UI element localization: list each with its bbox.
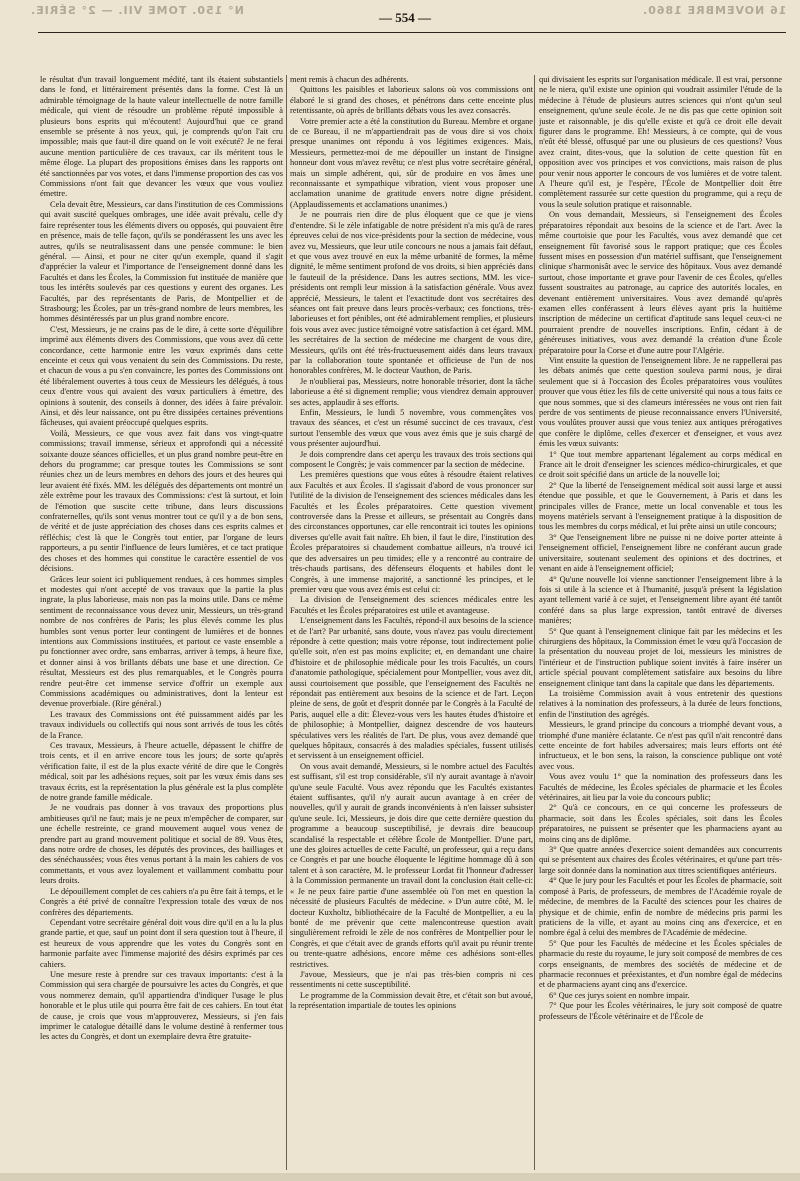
paragraph: Enfin, Messieurs, le lundi 5 novembre, vous commençâtes vos travaux des séances, et c'est un résumé succinct de ces travaux, c'est surtout l'ensemble des vœux que vous avez émis que je suis chargé de vous présenter aujourd'hui. [290, 408, 533, 449]
paragraph: Les travaux des Commissions ont été puissamment aidés par les travaux individuels ou collectifs qui nous sont arrivés de tous les côtés de la France. [40, 709, 283, 740]
paragraph: Ces travaux, Messieurs, à l'heure actuelle, dépassent le chiffre de trois cents, et il en arrive encore tous les jours; de sorte qu'après vérification faite, il est de la plus exacte vérité de dire que le Congrès médical, soit par les adhésions reçues, soit par les vœux émis dans ses travaux écrits, est la représentation la plus générale est la plus complète de notre grande famille médicale. [40, 741, 283, 803]
paragraph: Quittons les paisibles et laborieux salons où vos commissions ont élaboré le si grand des choses, et pénétrons dans cette enceinte plus retentissante, où après de brillants débats vous les avez consacrés. [290, 85, 533, 116]
paragraph: 3° Que l'enseignement libre ne puisse ni ne doive porter atteinte à l'enseignement officiel, l'enseignement libre ne conférant aucun grade universitaire, soutenant seulement des opinions et des doctrines, et venant en aide à l'enseignement officiel; [539, 532, 782, 574]
column-divider [286, 75, 287, 1170]
paragraph: 4° Que le jury pour les Facultés et pour les Écoles de pharmacie, soit composé à Paris, de professeurs, de membres de l'Académie royale de médecine, de membres de la Faculté des sciences pour les chaires de physique et de chimie, enfin de nombre de médecins pris parmi les praticiens de la ville, et ayant au moins cinq ans d'exercice, et en nombre égal à celui des membres de l'Académie de médecine. [539, 876, 782, 938]
paragraph: Le dépouillement complet de ces cahiers n'a pu être fait à temps, et le Congrès a été privé de connaître l'expression totale des vœux de nos confrères des départements. [40, 886, 283, 917]
paragraph: Je ne pourrais rien dire de plus éloquent que ce que je viens d'entendre. Si le zèle infatigable de notre président n'a mis qu'à de rares épreuves celui de nos vice-présidents pour la section de médecine, vous avez vu, Messieurs, que leur utile concours ne nous a jamais fait défaut, et que vous avez trouvé en eux la même urbanité de formes, la même dignité, le même sentiment profond de vos droits, si bien appréciés dans le fauteuil de la présidence. Dans les autres sections, MM. les vice-présidents ont rempli leur mission à la satisfaction générale. Vous avez apprécié, Messieurs, le talent et l'exactitude dont vos secrétaires des séances ont fait preuve dans leurs procès-verbaux; ces fonctions, très-laborieuses et fort pénibles, ont été admirablement remplies, et plusieurs fois vous avez avec justice témoigné votre satisfaction à cet égard. MM. les secrétaires de la section de médecine me chargent de vous dire, Messieurs, qu'ils ont été très-fructueusement aidés dans leurs travaux par la collaboration toute spontanée et officieuse de l'un de nos honorables confrères, M. le docteur Vauthon, de Paris. [290, 210, 533, 376]
text-column-right [539, 75, 782, 1173]
paragraph: Cela devait être, Messieurs, car dans l'institution de ces Commissions qui avait suscité quelques ombrages, une idée avait prévalu, celle d'y faire représenter tous les éléments divers ou opposés, qui pouvaient être en présence, mais de telle façon, qu'ils se pondérassent les uns avec les autres, qu'ils se neutralisassent dans une pensée commune: le bien général. — Ainsi, et pour ne citer qu'un exemple, quand il s'agit d'apprécier la valeur et l'importance de l'enseignement donné dans les Facultés et dans les Écoles, la Commission fut instituée de manière que tous les intérêts soulevés par ces questions y eurent des organes. Les Facultés, par des représentants de Paris, de Montpellier et de Strasbourg; les Écoles, par un très-grand nombre de leurs membres, les hommes désintéressés par un plus grand nombre encore. [40, 199, 283, 324]
paragraph: Une mesure reste à prendre sur ces travaux importants: c'est à la Commission qui sera chargée de poursuivre les actes du Congrès, et que vous nommerez demain, qu'il appartiendra d'indiquer l'usage le plus honorable et le plus utile qui pourra être fait de ces cahiers. En tout état de cause, je crois que vous m'approuverez, Messieurs, si j'en fais imprimer le catalogue détaillé dans le volume destiné à renfermer tous les actes du Congrès, et dont un exemplaire devra être gratuite- [40, 969, 283, 1042]
paragraph: 7° Que pour les Écoles vétérinaires, le jury soit composé de quatre professeurs de l'École vétérinaire et de l'École de [539, 1001, 782, 1021]
paragraph: Cependant votre secrétaire général doit vous dire qu'il en a lu la plus grande partie, et que, sauf un point dont il sera question tout à l'heure, il est heureux de vous apprendre que les votes du Congrès sont en harmonie parfaite avec l'immense majorité des désirs exprimés par ces cahiers. [40, 917, 283, 969]
paragraph: La division de l'enseignement des sciences médicales entre les Facultés et les Écoles préparatoires est utile et avantageuse. [290, 595, 533, 615]
paragraph: Je n'oublierai pas, Messieurs, notre honorable trésorier, dont la tâche laborieuse a été si dignement remplie; vous viendrez demain approuver ses actes, applaudir à ses efforts. [290, 376, 533, 407]
paragraph: 2° Qu'à ce concours, en ce qui concerne les professeurs de pharmacie, soit dans les Écoles spéciales, soit dans les Écoles préparatoires, ne puissent se présenter que les pharmaciens ayant au moins cinq ans de diplôme. [539, 803, 782, 844]
paragraph: Vint ensuite la question de l'enseignement libre. Je ne rappellerai pas les débats animés que cette question souleva parmi nous, je dirai seulement que si à l'occasion des Écoles préparatoires vous voulûtes prouver que vous étiez les fils de cette université qui nous a tous faits ce que nous sommes, que si des clameurs intéressées ne vous ont rien fait perdre de vos sentiments de pieuse reconnaissance envers l'Université, vous voulûtes prouver aussi que vous teniez aux antiques prérogatives que confère le diplôme, celles d'exercer et d'enseigner, et vous avez émis les vœux suivants: [539, 355, 782, 449]
paragraph: Vous avez voulu 1° que la nomination des professeurs dans les Facultés de médecine, les Écoles spéciales de pharmacie et les Écoles vétérinaires, ait lieu par la voie du concours public; [539, 772, 782, 803]
paragraph: La troisième Commission avait à vous entretenir des questions relatives à la nomination des professeurs, à la durée de leurs fonctions, enfin de l'institution des agrégés. [539, 688, 782, 719]
column-divider [534, 75, 535, 1170]
page-bottom-edge [0, 1173, 800, 1181]
paragraph: 5° Que pour les Facultés de médecine et les Écoles spéciales de pharmacie du reste du royaume, le jury soit composé de membres de ces corps enseignants, de membres des sociétés de médecine et de pharmacie reconnues et préexistantes, et d'un nombre égal de médecins et de pharmaciens ayant cinq ans d'exercice. [539, 938, 782, 990]
header-rule [38, 32, 786, 33]
paragraph: Messieurs, le grand principe du concours a triomphé devant vous, a triomphé d'une manière éclatante. Ce n'est pas qu'il n'ait rencontré dans cette enceinte de fort habiles adversaires; mais leurs efforts ont été infructueux, et le bon sens, la raison, la conscience publique ont voté avec vous. [539, 720, 782, 771]
paragraph: qui divisaient les esprits sur l'organisation médicale. Il est vrai, personne ne le niera, qu'il existe une opinion qui voudrait assimiler l'étude de la médecine à l'étude de plusieurs autres sciences qui n'ont qu'un seul enseignement, qu'une seule école. Je ne dis pas que cette opinion soit juste et raisonnable, je dis qu'elle existe et qu'à ce droit elle devait figurer dans le programme. Eh! Messieurs, à ce compte, qui de vous n'eût été blessé, offusqué par une ou plusieurs de ces questions? Vous avez craint, dites-vous, que la solution de cette question fût en opposition avec vos principes et vos convictions, mais raison de plus pour venir nous apporter le concours de vos lumières et de votre talent. A l'heure qu'il est, je l'espère, l'École de Montpellier doit être complètement rassurée sur cette question du programme, qui a reçu de vous la seule solution pratique et raisonnable. [539, 75, 782, 209]
text-column-left [40, 75, 283, 1173]
paragraph: 2° Que la liberté de l'enseignement médical soit aussi large et aussi étendue que possible, et que le Gouvernement, à Paris et dans les principales villes de France, mette un local convenable et tous les moyens matériels servant à l'enseignement pratique à la disposition de tous les membres du corps médical, et lui prête ainsi un utile concours; [539, 480, 782, 532]
paragraph: Votre premier acte a été la constitution du Bureau. Membre et organe de ce Bureau, il ne m'appartiendrait pas de vous dire si vos choix presque unanimes ont répondu à vos légitimes exigences. Mais, Messieurs, permettez-moi de me dépouiller un instant de l'insigne honneur dont vous m'avez revêtu; ce n'est plus votre secrétaire général, mais un simple adhérent, qui, sûr de produire en vos âmes une reconnaissante et sympathique vibration, vient vous proposer une acclamation unanime de gratitude envers notre digne président. (Applaudissements et acclamations unanimes.) [290, 116, 533, 209]
page-number: — 554 — [379, 10, 431, 25]
paragraph: Je ne voudrais pas donner à vos travaux des proportions plus ambitieuses qu'il ne faut; mais je ne peux m'empêcher de comparer, sur une échelle restreinte, ce grand mouvement auquel vous venez de prendre part au grand mouvement politique et social de 89. Vous êtes, dans notre ordre de choses, les députés des provinces, des bailliages et des sénéchaussées; vous êtes venus portant à la main les cahiers de vos commettants, et vous avez loyalement et vaillamment combattu pour leurs droits. [40, 803, 283, 886]
paragraph: 4° Qu'une nouvelle loi vienne sanctionner l'enseignement libre à la fois si utile à la science et à l'humanité, jusqu'à présent la législation ayant tellement varié à ce sujet, et l'enseignement libre ayant été tantôt conféré dans sa plus large expression, tantôt entravé de diverses manières; [539, 574, 782, 626]
show-through-header-left: N° 150. TOME VII. — 2° SÉRIE. [30, 4, 244, 17]
show-through-header-right: 16 NOVEMBRE 1860. [641, 4, 786, 17]
paragraph: L'enseignement dans les Facultés, répond-il aux besoins de la science et de l'art? Par urbanité, sans doute, vous n'avez pas voulu directement répondre à cette question; mais votre réponse, tout indirectement polie qu'elle soit, n'en est pas moins explicite; et, en demandant une chaire d'histoire et de philosophie médicale pour les trois Facultés, un cours d'anatomie pathologique, spécialement pour Montpellier, vous avez dit, aussi courtoisement que possible, que l'enseignement des Facultés ne répondait pas entièrement aux besoins de la science et de l'art. Leçon pleine de sens, de goût et d'esprit donnée par le Congrès à la Faculté de Paris, auquel elle a dit: Élevez-vous vers les hautes études d'histoire et de philosophie; à Montpellier, daignez descendre de vos hauteurs spéculatives vers les réalités de l'art. De plus, vous avez demandé que quelques hôpitaux, consacrés à des maladies spéciales, fussent utilisés et servissent à un enseignement officiel. [290, 616, 533, 761]
paragraph: Voilà, Messieurs, ce que vous avez fait dans vos vingt-quatre commissions; travail immense, sérieux et approfondi qui a nécessité soixante douze séances officielles, et un plus grand nombre peut-être en dehors du programme; car presque toutes les Commissions se sont réunies chez un de leurs membres en dehors des jours et des heures qui leur avaient été fixés. MM. les délégués des départements ont montré un zèle extrême pour les travaux des Commissions: c'est là surtout, et loin de l'émotion que suscite cette tribune, dans leurs discussions confraternelles, qu'ils sont venus montrer tout ce qu'il y a de bon sens, de vérité et de juste appréciation des choses dans ces esprits calmes et réfléchis; c'est là que le Congrès tout entier, par l'organe de leurs rapporteurs, a pu sentir l'influence de leurs lumières, et ce tact pratique des choses et des hommes qui constitue le caractère essentiel de vos décisions. [40, 428, 283, 574]
paragraph: 1° Que tout membre appartenant légalement au corps médical en France ait le droit d'enseigner les sciences médico-chirurgicales, et que ce droit soit spécifié dans un article de la nouvelle loi; [539, 449, 782, 480]
paragraph: 3° Que quatre années d'exercice soient demandées aux concurrents qui se présentent aux chaires des Écoles vétérinaires, et qu'une part très-large soit donnée dans la nomination aux titres scientifiques antérieurs. [539, 845, 782, 875]
paragraph: Je dois comprendre dans cet aperçu les travaux des trois sections qui composent le Congrès; je vais commencer par la section de médecine. [290, 449, 533, 470]
paragraph: 5° Que quant à l'enseignement clinique fait par les médecins et les chirurgiens des hôpitaux, la Commission émet le vœu qu'à l'occasion de la présentation du nouveau projet de loi, messieurs les ministres de l'intérieur et de l'instruction publique soient invités à faire insérer un article spécial pouvant complètement satisfaire aux besoins du libre enseignement clinique tant dans la capitale que dans les départements. [539, 626, 782, 688]
paragraph: Les premières questions que vous eûtes à résoudre étaient relatives aux Facultés et aux Écoles. Il s'agissait d'abord de vous prononcer sur l'utilité de la division de l'enseignement des sciences médicales dans les Facultés et les Écoles préparatoires. Cette question vivement controversée dans la Presse et ailleurs, se présentait au Congrès dans des circonstances opportunes, car elle rencontrait ici toutes les opinions diverses qu'elle avait fait naître. Eh bien, il faut le dire, l'institution des Écoles préparatoires si chaudement combattue ailleurs, n'a trouvé ici que des adversaires un peu timides; elle y a rencontré au contraire de très-chauds partisans, des défenseurs éloquents et habiles dont le Congrès, à une immense majorité, a sanctionné les principes, et le premier vœu que vous avez émis est celui ci: [290, 470, 533, 594]
paragraph: Le programme de la Commission devait être, et c'était son but avoué, la représentation impartiale de toutes les opinions [290, 990, 533, 1011]
paragraph: 6° Que ces jurys soient en nombre impair. [549, 990, 690, 1000]
paragraph: J'avoue, Messieurs, que je n'ai pas très-bien compris ni ces ressentiments ni cette susceptibilité. [290, 969, 533, 990]
paragraph: C'est, Messieurs, je ne crains pas de le dire, à cette sorte d'équilibre imprimé aux éléments divers des Commissions, que vous avez dû cette concordance, cette harmonie entre les vœux exprimés dans cette enceinte et ceux qui vous venaient du sein des Commissions. Du reste, et chacun de vous a pu s'en convaincre, les portes des Commissions ont été libéralement ouvertes à tous ceux de Messieurs les délégués, à tous ceux d'entre vous qui avaient des vœux particuliers à émettre, des opinions à soutenir, des conseils à donner, des idées à faire prévaloir. Ainsi, et dès leur naissance, ont pu être dissipées certaines préventions fâcheuses, qui avaient préoccupé quelques esprits. [40, 324, 283, 428]
paragraph: le résultat d'un travail longuement médité, tant ils étaient substantiels dans le fond, et littérairement présentés dans la forme. C'est là un admirable témoignage de la haute valeur intellectuelle de notre famille médicale, qui vient de résoudre un problème réputé impossible à plusieurs bons esprits qui m'écoutent! Aujourd'hui que ce grand ensemble se présente à nos yeux, qui, je comprends qu'on l'ait cru impossible; mais que faut-il dire quand on le voit exécuté? Je ne ferai aucune mention particulière de ces travaux, car ils méritent tous le même éloge. La plupart des propositions émises dans les rapports ont été sanctionnées par vos votes, et dans l'immense proportion des cas vos Commissions n'ont fait que devancer les vœux que vous vouliez émettre. [40, 75, 283, 199]
paragraph: ment remis à chacun des adhérents. [290, 75, 409, 84]
text-column-middle [290, 75, 533, 1173]
paragraph: Grâces leur soient ici publiquement rendues, à ces hommes simples et modestes qui n'ont accepté de vos travaux que la partie la plus ingrate, la plus laborieuse, mais non pas la moins utile. Dans ce même sentiment de reconnaissance vous devez unir, Messieurs, un très-grand nombre de nos confrères de Paris; les plus élevés comme les plus humbles sont venus porter leur contingent de lumières et de bonnes intentions aux Commissions instituées, et partout ce vaste ensemble a pu fonctionner avec ordre, sans embarras, arriver à temps, à heure fixe, et donner ainsi à vos brillants débats une base et une direction. Ce résultat, Messieurs est des plus remarquables, et le Congrès pourra rendre peut-être cet immense service d'offrir un exemple aux Commissions académiques ou administratives, dont la lenteur est devenue proverbiale. (Rire général.) [40, 574, 283, 709]
page-header [0, 0, 800, 36]
paragraph: On vous demandait, Messieurs, si l'enseignement des Écoles préparatoires répondait aux besoins de la science et de l'art. Avec la même courtoisie que pour les Facultés, vous avez demandé que cet enseignement fût favorisé sous le rapport pratique; que ces Écoles fussent mises en possession d'un matériel suffisant, que l'enseignement clinique s'harmonisât avec le service des hôpitaux. Vous avez demandé surtout, chose importante et grave pour l'avenir de ces Écoles, qu'elles fussent soustraites au patronage, au caprice des autorités locales, en devenant entièrement universitaires. Vous avez demandé qu'après examen elles conférassent à leurs élèves ayant pris la huitième inscription de médecine un certificat d'aptitude sans lequel ceux-ci ne pourraient prendre de nouvelles inscriptions. Enfin, cédant à de généreuses initiatives, vous avez demandé la création d'une École préparatoire pour la Corse et d'une autre pour l'Algérie. [539, 210, 782, 355]
paragraph: On vous avait demandé, Messieurs, si le nombre actuel des Facultés est suffisant, s'il est trop considérable, s'il n'y aurait avantage à n'avoir qu'une seule Faculté. Vous avez répondu que les Facultés existantes étaient suffisantes, qu'il n'y aurait aucun avantage à en créer de nouvelles, qu'il y aurait de grands inconvénients à n'en laisser subsister qu'une seule. Ici, Messieurs, je dois dire que cette dernière question du programme a beaucoup susceptibilisé, je devrais dire beaucoup scandalisé la respectable et célèbre École de Montpellier. D'une part, une des gloires actuelles de cette Faculté, un professeur, qui a reçu dans ce Congrès et par une bouche éloquente le légitime hommage dû à son talent et à son caractère, M. le professeur Lordat fit l'honneur d'adresser à la Commission permanente un travail dont la conclusion était celle-ci: « Je ne peux faire partie d'une assemblée où l'on met en question la nécessité de plusieurs Facultés de médecine. » D'un autre côté, M. le docteur Kuxholtz, bibliothécaire de la Faculté de Montpellier, a eu la bonté de me prévenir que cette malencontreuse question avait singulièrement refroidi le zèle de nos confrères de Montpellier pour le Congrès, et que c'était avec de grands efforts qu'il avait pu réunir trente ou trente-quatre adhésions, encore même ces adhésions sont-elles restrictives. [290, 761, 533, 969]
